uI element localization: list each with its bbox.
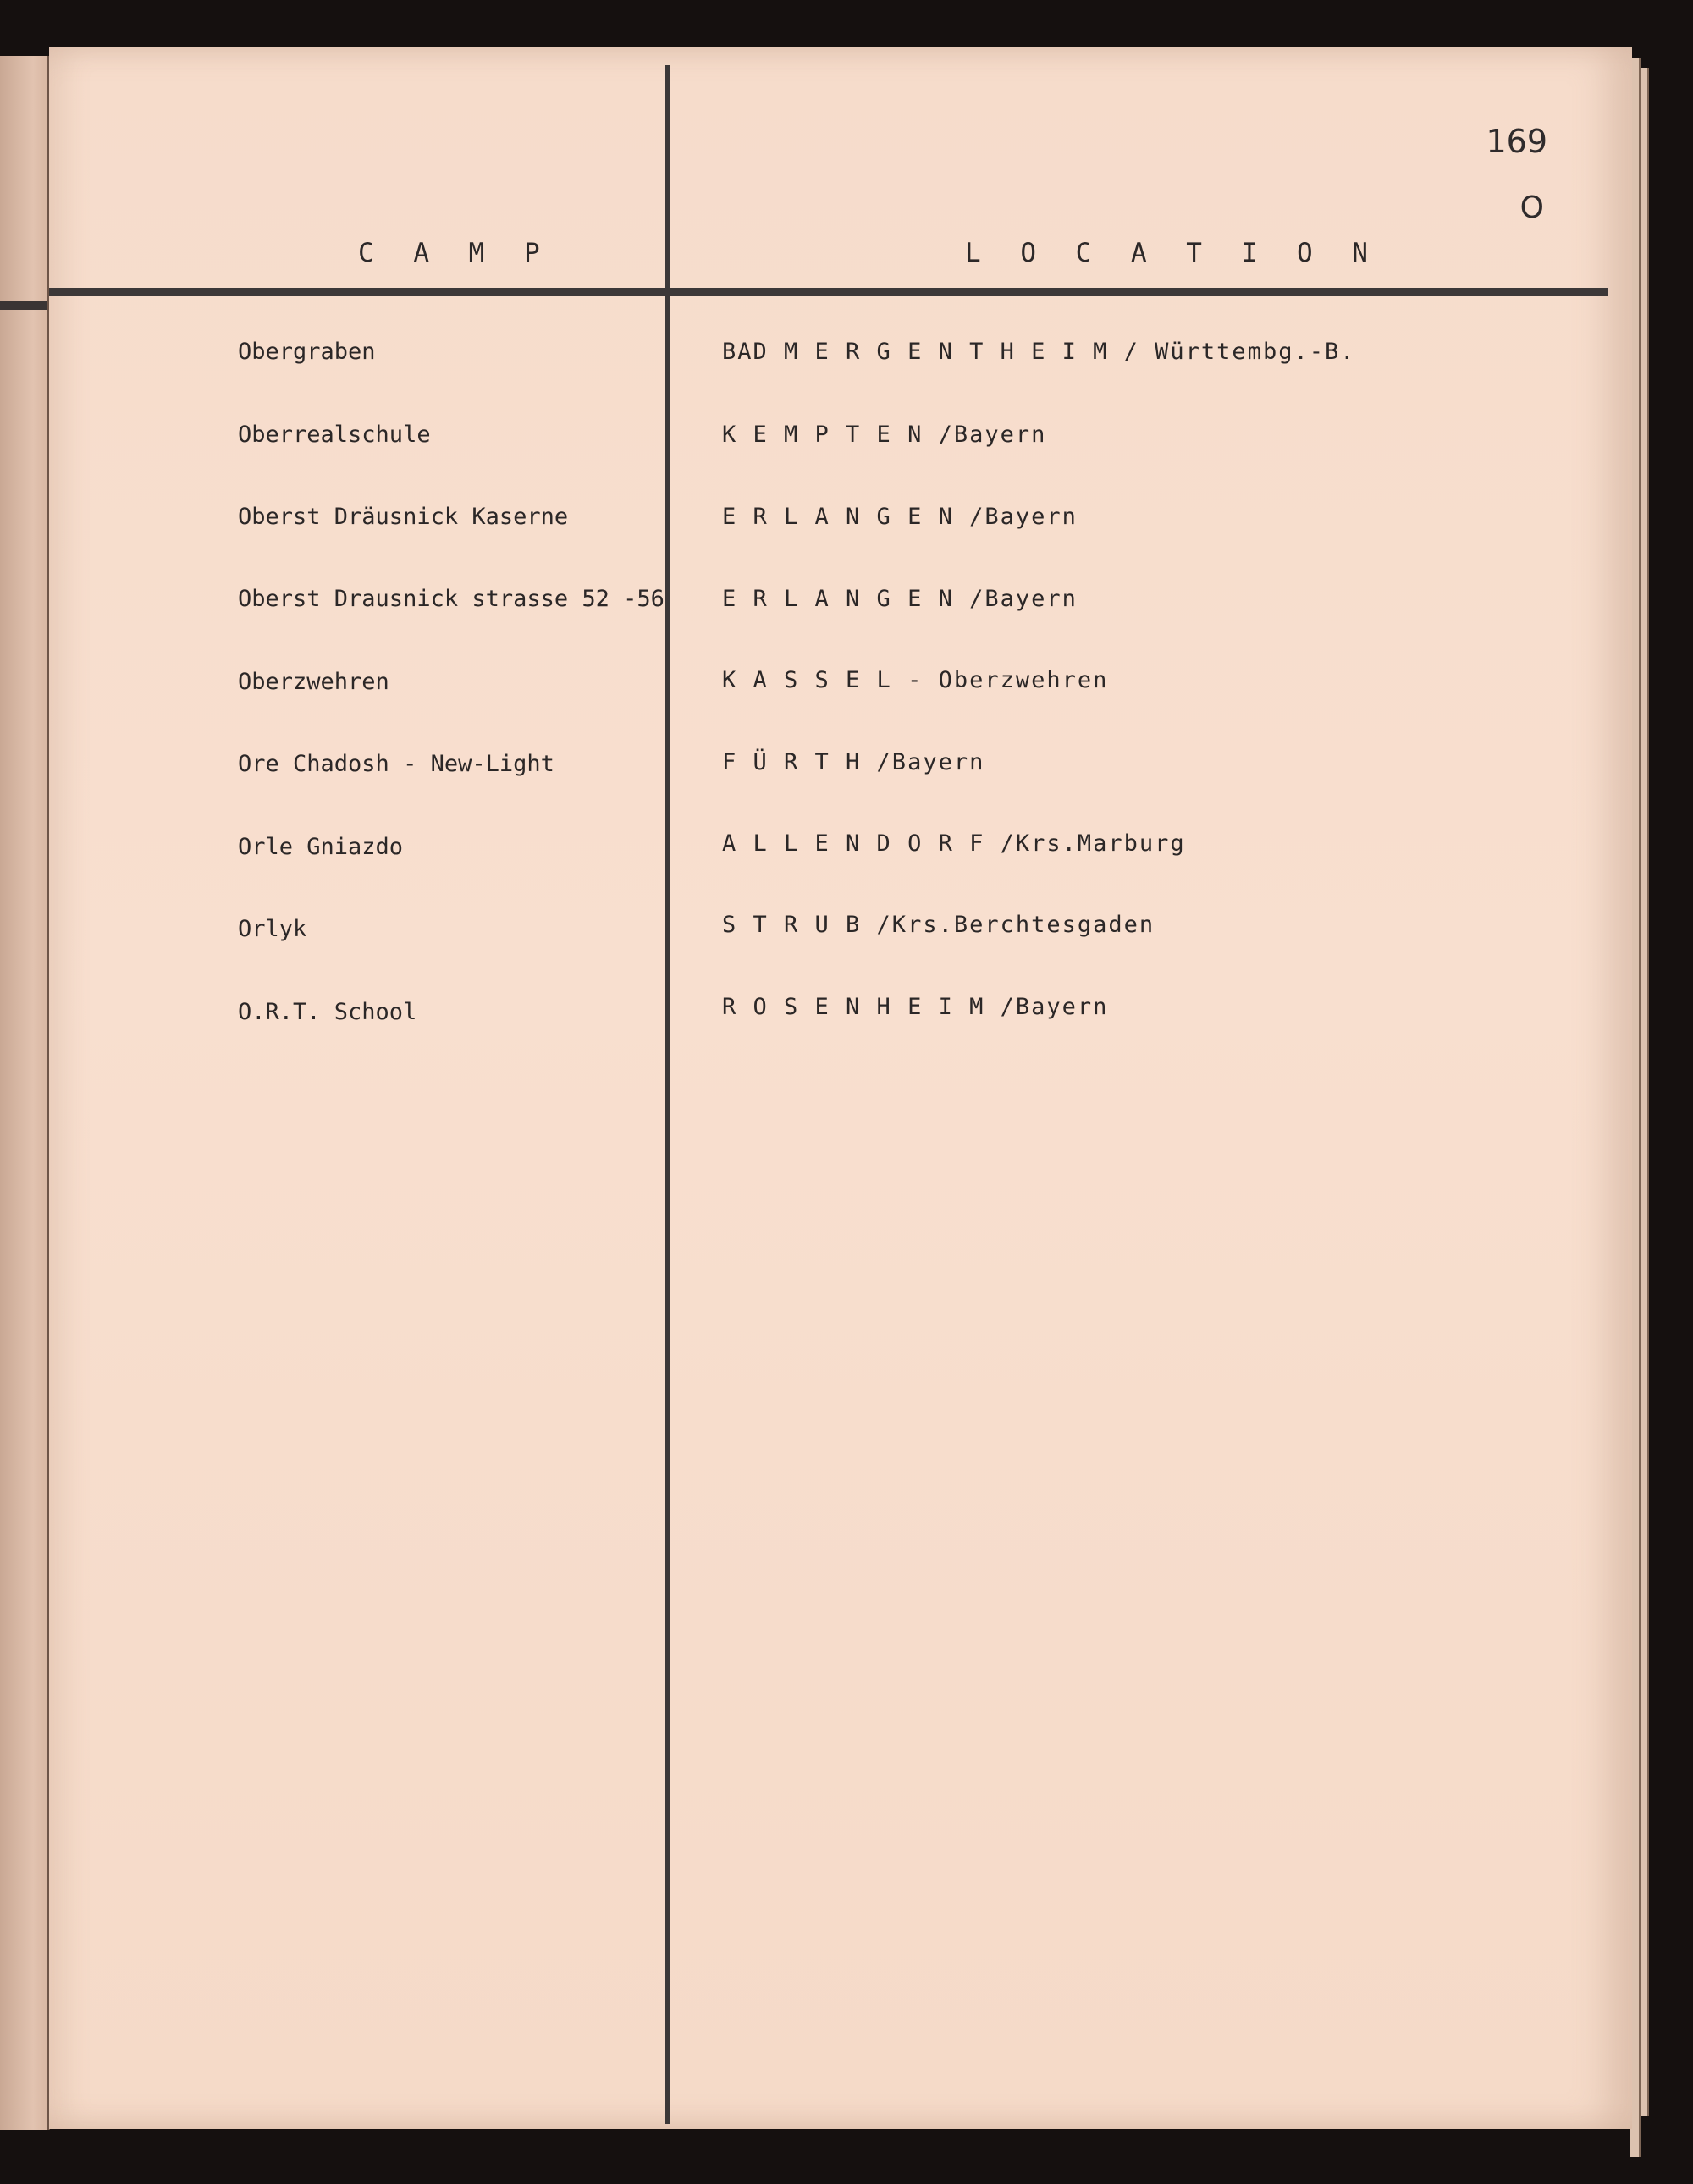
section-letter: O bbox=[1519, 190, 1544, 225]
page-stack-edge bbox=[1641, 68, 1649, 2116]
camp-name: Orle Gniazdo bbox=[238, 834, 404, 860]
camp-location: BAD M E R G E N T H E I M / Württembg.-B. bbox=[722, 339, 1356, 365]
camp-location: F Ü R T H /Bayern bbox=[722, 749, 985, 775]
camp-location: R O S E N H E I M /Bayern bbox=[722, 994, 1109, 1020]
column-header-camp: C A M P bbox=[358, 238, 552, 268]
camp-location: E R L A N G E N /Bayern bbox=[722, 504, 1078, 530]
camp-name: Obergraben bbox=[238, 339, 376, 365]
previous-page-rule bbox=[0, 301, 47, 310]
camp-name: Orlyk bbox=[238, 916, 307, 942]
camp-name: O.R.T. School bbox=[238, 999, 417, 1025]
column-divider bbox=[665, 65, 670, 2124]
column-header-location: L O C A T I O N bbox=[965, 238, 1380, 268]
page-number: 169 bbox=[1486, 123, 1547, 160]
camp-location: K E M P T E N /Bayern bbox=[722, 422, 1047, 448]
camp-location: K A S S E L - Oberzwehren bbox=[722, 667, 1109, 693]
camp-name: Oberzwehren bbox=[238, 669, 389, 695]
camp-name: Oberrealschule bbox=[238, 422, 431, 448]
camp-location: E R L A N G E N /Bayern bbox=[722, 586, 1078, 612]
camp-location: S T R U B /Krs.Berchtesgaden bbox=[722, 912, 1155, 938]
camp-name: Oberst Drausnick strasse 52 -56 bbox=[238, 586, 665, 612]
header-rule bbox=[49, 288, 1608, 296]
camp-name: Ore Chadosh - New-Light bbox=[238, 751, 554, 777]
camp-name: Oberst Dräusnick Kaserne bbox=[238, 504, 569, 530]
document-page bbox=[49, 47, 1632, 2129]
camp-location: A L L E N D O R F /Krs.Marburg bbox=[722, 830, 1186, 857]
previous-page-edge bbox=[0, 56, 50, 2130]
